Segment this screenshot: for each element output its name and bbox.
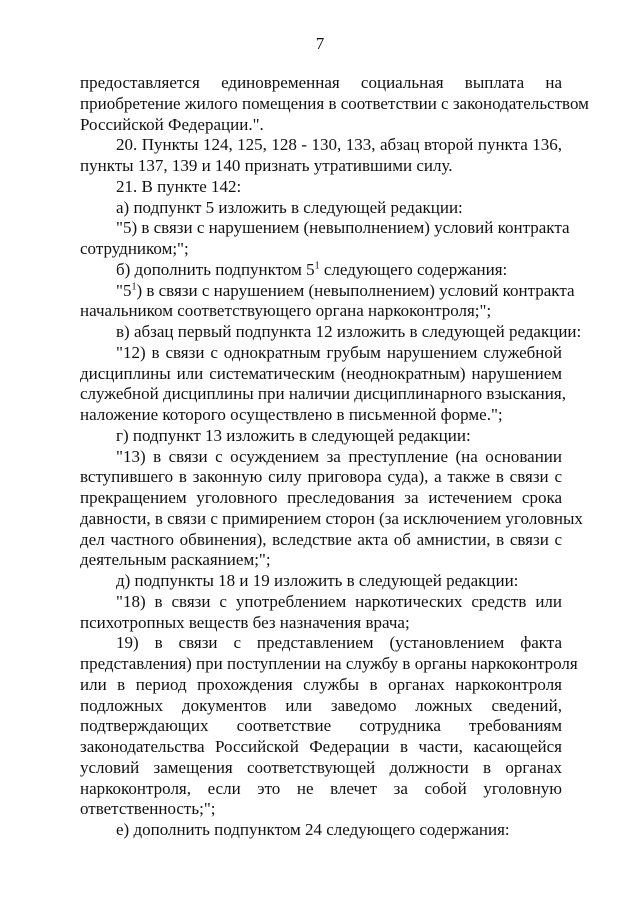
text-line: давности, в связи с примирением сторон (за исключением уголовных xyxy=(80,508,583,528)
text-line: "18) в связи с употреблением наркотических средств или xyxy=(116,591,562,611)
page-number: 7 xyxy=(315,34,325,53)
text-line: условий замещения соответствующей должности в органах xyxy=(80,757,562,777)
text-line: е) дополнить подпунктом 24 следующего содержания: xyxy=(116,820,510,839)
text-line: г) подпункт 13 изложить в следующей редакции: xyxy=(116,425,471,445)
text-segment: б) дополнить подпунктом 5 xyxy=(116,259,315,279)
superscript: 1 xyxy=(314,260,320,272)
superscript: 1 xyxy=(131,280,137,292)
text-line: Российской Федерации.". xyxy=(80,114,264,134)
text-segment: следующего содержания: xyxy=(319,259,508,279)
text-line: ответственность;"; xyxy=(80,799,216,819)
text-line: пункты 137, 139 и 140 признать утратившими силу. xyxy=(80,156,453,175)
text-line: начальником соответствующего органа наркоконтроля;"; xyxy=(80,301,492,321)
text-line: подтверждающих соответствие сотрудника требованиям xyxy=(80,716,562,736)
text-line: или в период прохождения службы в органах наркоконтроля xyxy=(80,674,562,694)
text-line: дисциплины или систематическим (неоднократным) нарушением xyxy=(80,363,562,383)
text-line: 19) в связи с представлением (установлением факта xyxy=(116,633,562,653)
text-line: психотропных веществ без назначения врача; xyxy=(80,612,410,632)
text-line: сотрудником;"; xyxy=(80,239,189,258)
text-line: наложение которого осуществлено в письменной форме."; xyxy=(80,405,503,424)
text-line: дел частного обвинения), вследствие акта об амнистии, в связи с xyxy=(80,529,562,549)
text-line: представления) при поступлении на службу в органы наркоконтроля xyxy=(80,654,578,673)
text-line: вступившего в законную силу приговора суда), а также в связи с xyxy=(80,467,562,487)
text-line xyxy=(80,260,562,281)
text-line: приобретение жилого помещения в соответствии с законодательством xyxy=(80,93,589,113)
text-line xyxy=(80,280,575,302)
text-line: деятельным раскаянием;"; xyxy=(80,550,271,570)
text-line: "5) в связи с нарушением (невыполнением) условий контракта xyxy=(116,218,570,238)
text-line: предоставляется единовременная социальная выплата на xyxy=(80,73,562,92)
text-segment: ) в связи с нарушением (невыполнением) условий контракта xyxy=(136,280,575,300)
text-line: а) подпункт 5 изложить в следующей редакции: xyxy=(116,197,463,217)
text-line: подложных документов или заведомо ложных сведений, xyxy=(80,695,562,715)
text-line: прекращением уголовного преследования за истечением срока xyxy=(80,488,562,507)
document-body xyxy=(80,73,589,841)
text-segment: "5 xyxy=(116,280,132,300)
text-line: служебной дисциплины при наличии дисциплинарного взыскания, xyxy=(80,384,566,404)
text-line: наркоконтроля, если это не влечет за собой уголовную xyxy=(80,778,562,798)
text-line: д) подпункты 18 и 19 изложить в следующей редакции: xyxy=(116,571,519,590)
text-line: в) абзац первый подпункта 12 изложить в следующей редакции: xyxy=(116,322,582,341)
text-line: "13) в связи с осуждением за преступление (на основании xyxy=(116,446,562,466)
text-line: "12) в связи с однократным грубым нарушением служебной xyxy=(116,342,562,362)
text-segment xyxy=(116,281,575,300)
text-line: 20. Пункты 124, 125, 128 - 130, 133, абзац второй пункта 136, xyxy=(116,135,562,155)
text-line: законодательства Российской Федерации в части, касающейся xyxy=(80,737,562,756)
text-line: 21. В пункте 142: xyxy=(116,176,242,196)
